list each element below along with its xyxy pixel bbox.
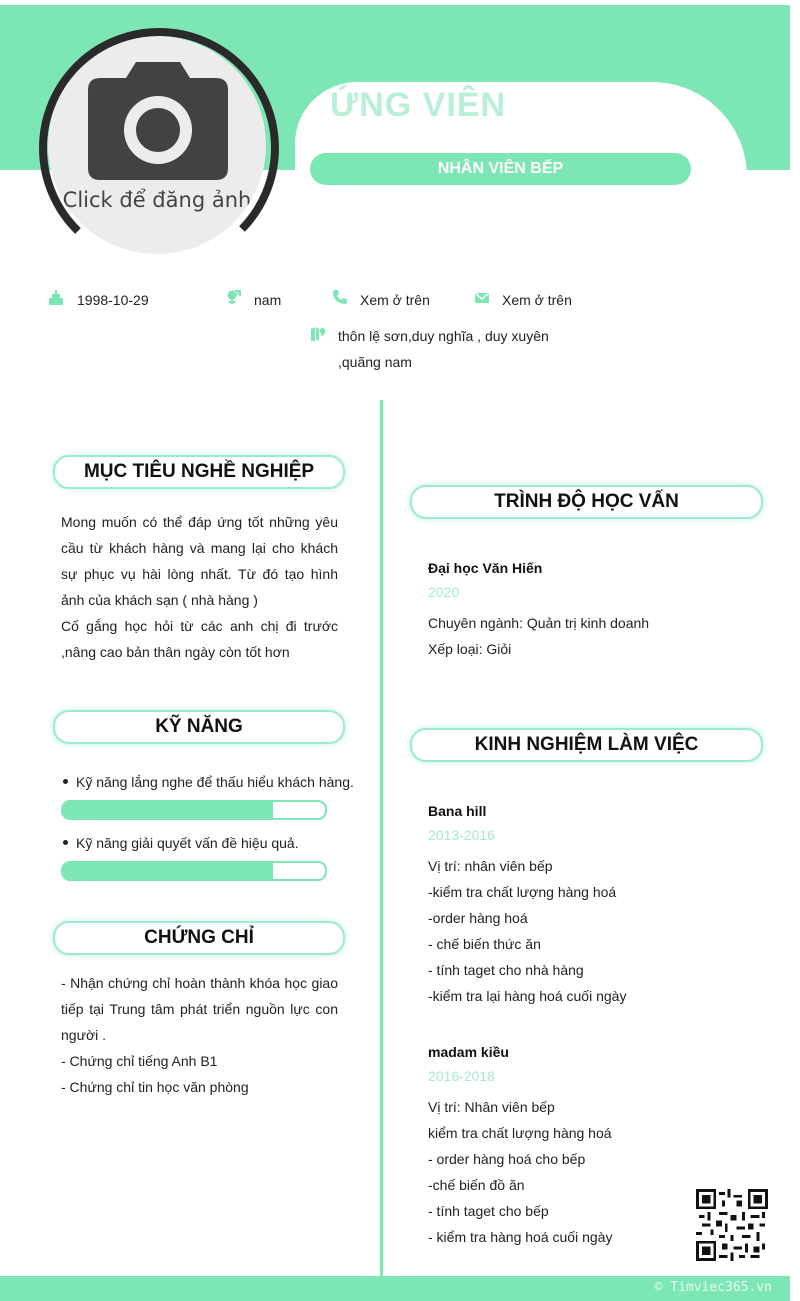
experience-title: KINH NGHIỆM LÀM VIỆC <box>410 728 763 762</box>
education-line: Xếp loại: Giỏi <box>428 641 512 657</box>
map-icon <box>310 326 326 342</box>
education-year: 2020 <box>428 584 460 600</box>
job-line: kiểm tra chất lượng hàng hoá <box>428 1125 612 1141</box>
bullet <box>63 779 68 784</box>
job-line: -kiểm tra chất lượng hàng hoá <box>428 884 617 900</box>
job-line: -kiểm tra lại hàng hoá cuối ngày <box>428 988 627 1004</box>
certificates-text <box>61 970 338 1100</box>
school-name: Đại học Văn Hiến <box>428 560 543 576</box>
skill-bar <box>61 861 327 881</box>
job-line: - order hàng hoá cho bếp <box>428 1151 586 1167</box>
job-line: Vị trí: nhân viên bếp <box>428 858 553 874</box>
objective-line: Mong muốn có thể đáp ứng tốt những yêu cầu từ khách hàng và mang lại cho khách sự phục vụ hài lòng nhất. Từ đó tạo hình ảnh của khách sạn ( nhà hàng ) <box>61 514 338 608</box>
education-details <box>428 610 768 662</box>
avatar-upload-text: Click để đăng ảnh <box>62 188 252 212</box>
objective-title: MỤC TIÊU NGHỀ NGHIỆP <box>53 455 345 489</box>
job-years: 2013-2016 <box>428 827 495 843</box>
education-line: Chuyên ngành: Quản trị kinh doanh <box>428 615 650 631</box>
position-title: NHÂN VIÊN BẾP <box>310 153 691 185</box>
job-details <box>428 853 768 1009</box>
column-divider <box>380 400 383 1278</box>
job-years: 2016-2018 <box>428 1068 495 1084</box>
skill-item <box>63 835 299 851</box>
footer-bar <box>0 1276 790 1301</box>
phone-icon <box>332 289 348 305</box>
bullet <box>63 840 68 845</box>
skill-label: Kỹ năng lắng nghe để thấu hiểu khách hàng. <box>76 774 354 790</box>
job-line: - kiểm tra hàng hoá cuối ngày <box>428 1229 613 1245</box>
gender: nam <box>254 292 282 308</box>
job-line: - tính taget cho nhà hàng <box>428 962 584 978</box>
job-line: - chế biến thức ăn <box>428 936 541 952</box>
skill-label: Kỹ năng giải quyết vấn đề hiệu quả. <box>76 835 299 851</box>
qr-code-icon[interactable] <box>696 1189 768 1261</box>
skill-item <box>63 774 354 790</box>
job-details <box>428 1094 688 1250</box>
job-line: -order hàng hoá <box>428 910 528 926</box>
avatar-ring <box>36 24 280 268</box>
gender-icon <box>226 289 242 305</box>
certificate-line: - Chứng chỉ tiếng Anh B1 <box>61 1053 218 1069</box>
birthday: 1998-10-29 <box>77 292 149 308</box>
certificates-title: CHỨNG CHỈ <box>53 921 345 955</box>
company-name: Bana hill <box>428 803 487 819</box>
email: Xem ở trên <box>502 292 572 308</box>
company-name: madam kiều <box>428 1044 509 1060</box>
certificate-line: - Chứng chỉ tin học văn phòng <box>61 1079 249 1095</box>
job-line: -chế biến đồ ăn <box>428 1177 525 1193</box>
certificate-line: - Nhận chứng chỉ hoàn thành khóa học giao tiếp tại Trung tâm phát triển nguồn lực con người . <box>61 975 338 1043</box>
skill-bar <box>61 800 327 820</box>
phone: Xem ở trên <box>360 292 430 308</box>
address-line-2: ,quãng nam <box>338 354 412 370</box>
objective-line: Cố gắng học hỏi từ các anh chị đi trước ,nâng cao bản thân ngày còn tốt hơn <box>61 618 338 660</box>
candidate-name: ỨNG VIÊN <box>330 86 507 124</box>
skill-bar-fill <box>63 802 273 818</box>
skills-title: KỸ NĂNG <box>53 710 345 744</box>
objective-text <box>61 509 338 665</box>
skill-bar-fill <box>63 863 273 879</box>
email-icon <box>474 290 490 306</box>
education-title: TRÌNH ĐỘ HỌC VẤN <box>410 485 763 519</box>
address-line-1: thôn lệ sơn,duy nghĩa , duy xuyên <box>338 328 549 344</box>
job-line: - tính taget cho bếp <box>428 1203 549 1219</box>
footer-watermark: © Timviec365.vn <box>654 1280 772 1295</box>
cake-icon <box>48 290 64 306</box>
job-line: Vị trí: Nhân viên bếp <box>428 1099 555 1115</box>
